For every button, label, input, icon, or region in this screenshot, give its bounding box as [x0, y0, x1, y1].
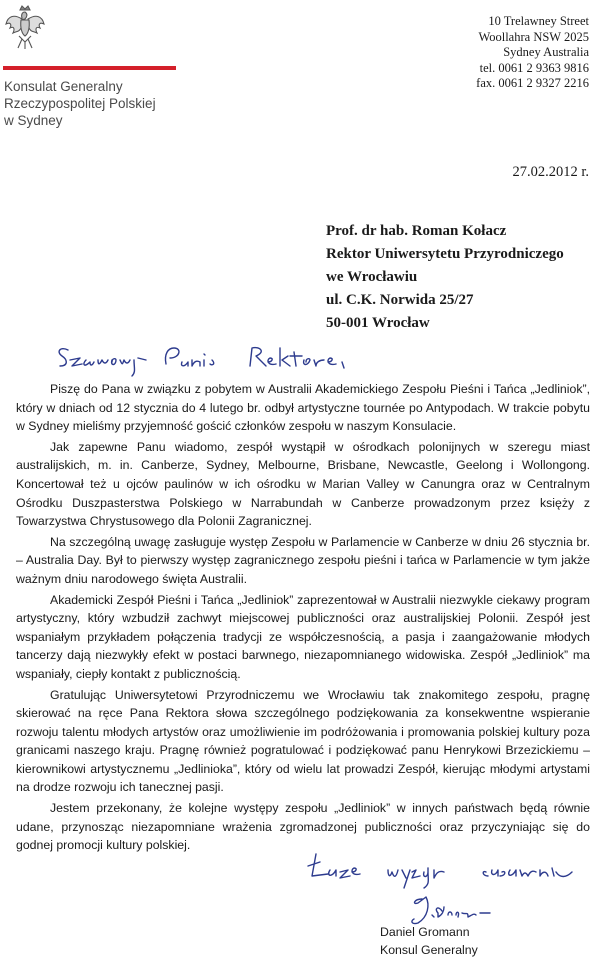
address-phone: tel. 0061 2 9363 9816 [479, 60, 589, 75]
recipient-line: we Wrocławiu [326, 269, 418, 285]
address-line: Woollahra NSW 2025 [478, 29, 589, 44]
recipient-line: ul. C.K. Norwida 25/27 [326, 292, 474, 308]
consulate-name [4, 78, 156, 129]
signer-title: Konsul Generalny [380, 943, 478, 957]
signer-name: Daniel Gromann [380, 925, 470, 939]
consulate-line: Konsulat Generalny [4, 79, 123, 94]
recipient-line: 50-001 Wrocław [326, 315, 430, 331]
recipient-line: Rektor Uniwersytetu Przyrodniczego [326, 246, 564, 262]
recipient-block [326, 220, 564, 335]
consulate-line: Rzeczypospolitej Polskiej [4, 96, 156, 111]
consulate-line: w Sydney [4, 113, 63, 128]
body-paragraph: Akademicki Zespół Pieśni i Tańca „Jedliniok” zaprezentował w Australii niezwykle ciekawy program artystyczny, który wzbudził zachwyt miejscowej publiczności oraz australijskiej Polonii. Zespół jest wspaniałym przykładem połączenia tradycji ze współczesnością, a pasja i zaangażowanie młodych tancerzy dają niezwykły efekt w postaci barwnego, niezapomnianego widowiska. Zespół „Jedliniok” ma wspaniały, ciepły kontakt z publicznością. [16, 592, 590, 681]
polish-eagle-emblem-icon [4, 2, 46, 52]
letter-body [16, 380, 590, 857]
handwritten-salutation [54, 338, 374, 378]
handwritten-closing [300, 848, 590, 896]
recipient-line: Prof. dr hab. Roman Kołacz [326, 223, 507, 239]
body-paragraph: Jak zapewne Panu wiadomo, zespół wystąpił w ośrodkach polonijnych w szeregu miast australijskich, m. in. Canberze, Sydney, Melbourne, Brisbane, Newcastle, Geelong i Wollongong. Koncertował też u ojców paulinów w ich ośrodku w Marian Valley w Canungra oraz w Centralnym Ośrodku Duszpasterstwa Polskiego w Narrabundah w Canberze prowadzonym przez księży z Towarzystwa Chrystusowego dla Polonii Zagranicznej. [16, 439, 590, 529]
letter-date: 27.02.2012 r. [512, 164, 589, 180]
letterhead-red-bar [3, 66, 176, 70]
signer-block [380, 923, 478, 959]
address-line: 10 Trelawney Street [488, 14, 589, 28]
body-paragraph: Jestem przekonany, że kolejne występy zespołu „Jedliniok” w innych państwach będą równie udane, przynosząc niezapomniane wrażenia zgromadzonej publiczności oraz przyczyniając się do godnej promocji kultury polskiej. [16, 801, 590, 853]
address-line: Sydney Australia [503, 45, 589, 60]
body-paragraph: Na szczególną uwagę zasługuje występ Zespołu w Parlamencie w Canberze w dniu 26 stycznia br. – Australia Day. Był to pierwszy występ zagranicznego zespołu pieśni i tańca w Parlamencie w tym jakże ważnym dniu narodowego święta Australii. [16, 534, 590, 586]
body-paragraph: Gratulując Uniwersytetowi Przyrodniczemu we Wrocławiu tak znakomitego zespołu, pragnę skierować na ręce Pana Rektora słowa szczególnego podziękowania za konsekwentne wspieranie rozwoju talentu młodych artystów oraz umożliwienie im podróżowania i promowania polskiej kultury poza granicami naszego kraju. Pragnę również pogratulować i podziękować panu Henrykowi Brzezickiemu – kierownikowi artystycznemu „Jedlinioka”, który od wielu lat prowadzi Zespół, kierując młodymi artystami na drodze rozwoju ich tanecznej pasji. [16, 687, 590, 795]
consulate-address [476, 14, 589, 92]
body-paragraph: Piszę do Pana w związku z pobytem w Australii Akademickiego Zespołu Pieśni i Tańca „Jedliniok”, który w dniach od 12 stycznia do 4 lutego br. odbył artystyczne tournée po Antypodach. W trakcie pobytu w Sydney mieliśmy przyjemność gościć członków zespołu w naszym Konsulacie. [16, 382, 590, 434]
address-fax: fax. 0061 2 9327 2216 [476, 76, 589, 91]
handwritten-signature [404, 893, 498, 927]
